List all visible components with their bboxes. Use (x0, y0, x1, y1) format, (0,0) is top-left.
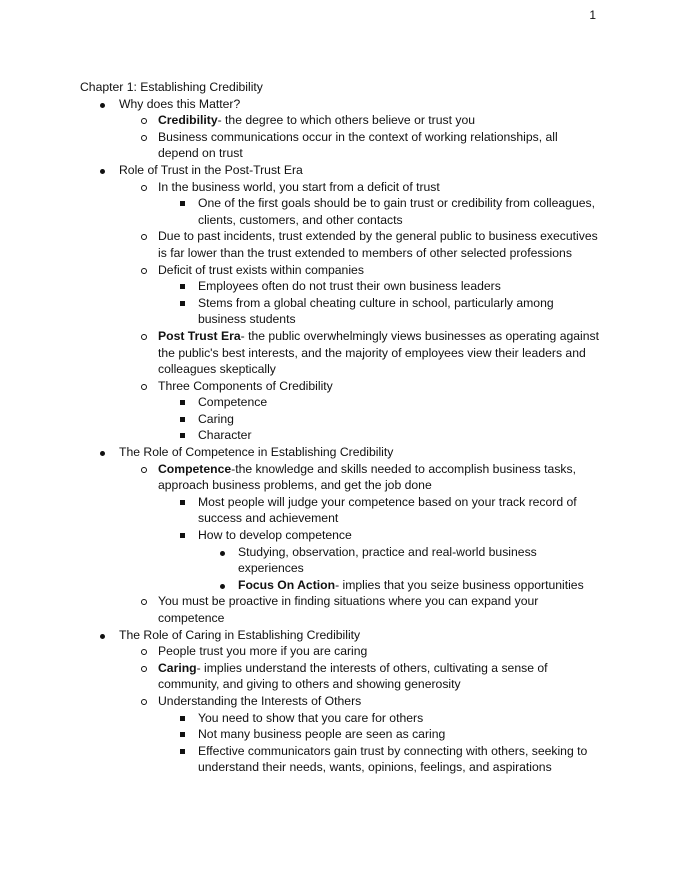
item-text: One of the first goals should be to gain trust or credibility from colleagues, clients, customers, and other contacts (198, 196, 595, 227)
disc-bullet-icon (100, 451, 105, 456)
outline-item-text (198, 395, 267, 409)
item-text: Not many business people are seen as caring (198, 727, 446, 742)
item-text: How to develop competence (198, 528, 352, 543)
sub-list (119, 643, 600, 776)
defined-term: Competence (158, 461, 232, 476)
disc-bullet-icon (100, 634, 105, 639)
section-item (80, 627, 600, 776)
item-text: Most people will judge your competence based on your track record of success and achievement (198, 494, 577, 526)
item-text: Effective communicators gain trust by connecting with others, seeking to understand their needs, wants, opinions, feelings, and aspirations (198, 743, 588, 775)
sub-list (158, 710, 600, 776)
list-item (119, 660, 600, 693)
item-text: Due to past incidents, trust extended by the general public to business executives is far lower than the trust extended to members of other selected professions (158, 229, 598, 260)
circle-bullet-icon (141, 135, 147, 141)
item-text: Understanding the Interests of Others (158, 693, 362, 708)
item-text: People trust you more if you are caring (158, 644, 368, 659)
defined-term: Focus On Action (238, 577, 336, 592)
outline-item-text (158, 229, 598, 260)
list-item (158, 527, 600, 593)
section-heading: Why does this Matter? (119, 96, 241, 111)
list-item (158, 394, 600, 411)
item-text: Studying, observation, practice and real-world business experiences (238, 544, 537, 576)
defined-term: Credibility (158, 113, 218, 128)
section-heading: The Role of Caring in Establishing Credibility (119, 627, 361, 642)
circle-bullet-icon (141, 185, 147, 191)
square-bullet-icon (180, 201, 185, 206)
outline-item-text (158, 644, 367, 658)
outline-item-text (198, 279, 501, 293)
outline-item-text (158, 180, 440, 194)
outline-item-text (158, 594, 538, 625)
list-item (158, 411, 600, 428)
sub-list (198, 544, 600, 594)
item-text: Character (198, 428, 252, 443)
sub-list (158, 494, 600, 594)
list-item (119, 129, 600, 162)
square-bullet-icon (180, 533, 185, 538)
list-item (158, 726, 600, 743)
section-item (80, 96, 600, 162)
item-text: - the public overwhelmingly views businesses as operating against the public's best interests, and the majority of employees view their leaders and colleagues skeptically (158, 328, 600, 377)
square-bullet-icon (180, 732, 185, 737)
sub-list (119, 112, 600, 162)
outline-item-text (198, 412, 234, 426)
item-text: Three Components of Credibility (158, 378, 333, 393)
square-bullet-icon (180, 716, 185, 721)
list-item (198, 577, 600, 594)
list-item (119, 179, 600, 229)
item-text: Business communications occur in the context of working relationships, all depend on trust (158, 129, 558, 161)
item-text: Deficit of trust exists within companies (158, 262, 364, 277)
item-text: - implies that you seize business opportunities (335, 577, 584, 592)
outline-item-text (158, 379, 333, 393)
outline-item-text (238, 545, 537, 576)
list-item (158, 710, 600, 727)
outline-item-text (198, 428, 252, 442)
square-bullet-icon (180, 301, 185, 306)
list-item (119, 262, 600, 328)
list-item (119, 378, 600, 444)
circle-bullet-icon (141, 334, 147, 340)
item-text: Competence (198, 395, 268, 410)
item-text: You need to show that you care for others (198, 710, 424, 725)
defined-term: Caring (158, 660, 197, 675)
outline-item-text (198, 711, 423, 725)
outline-item-text (198, 196, 595, 227)
item-text: You must be proactive in finding situations where you can expand your competence (158, 594, 539, 625)
chapter-title: Chapter 1: Establishing Credibility (80, 80, 263, 94)
list-item (198, 544, 600, 577)
defined-term: Post Trust Era (158, 328, 241, 343)
list-item (119, 328, 600, 378)
disc-bullet-icon (220, 551, 225, 556)
sub-list (158, 278, 600, 328)
item-text: Employees often do not trust their own business leaders (198, 279, 501, 294)
list-item (158, 295, 600, 328)
item-text: Stems from a global cheating culture in school, particularly among business students (198, 295, 554, 327)
outline-item-text (198, 744, 587, 775)
list-item (119, 461, 600, 594)
list-item (119, 643, 600, 660)
sub-list (119, 179, 600, 445)
list-item (119, 112, 600, 129)
item-text: - implies understand the interests of others, cultivating a sense of community, and giving to others and showing generosity (158, 660, 548, 692)
section-heading: The Role of Competence in Establishing Credibility (119, 445, 394, 460)
square-bullet-icon (180, 749, 185, 754)
outline-item-text (158, 462, 576, 493)
circle-bullet-icon (141, 649, 147, 655)
square-bullet-icon (180, 433, 185, 438)
item-text: -the knowledge and skills needed to accomplish business tasks, approach business problems, and get the job done (158, 461, 576, 493)
page-number: 1 (589, 8, 596, 22)
disc-bullet-icon (220, 584, 225, 589)
outline-item-text (158, 661, 548, 692)
circle-bullet-icon (141, 118, 147, 124)
circle-bullet-icon (141, 599, 147, 605)
square-bullet-icon (180, 417, 185, 422)
outline-item-text (158, 263, 364, 277)
list-item (158, 195, 600, 228)
document-body (80, 79, 600, 776)
section-item (80, 162, 600, 444)
item-text: Caring (198, 411, 234, 426)
circle-bullet-icon (141, 234, 147, 240)
circle-bullet-icon (141, 467, 147, 473)
disc-bullet-icon (100, 103, 105, 108)
circle-bullet-icon (141, 268, 147, 274)
list-item (158, 278, 600, 295)
outline-item-text (198, 495, 577, 526)
list-item (119, 593, 600, 626)
list-item (119, 228, 600, 261)
outline-item-text (158, 329, 599, 376)
outline-item-text (198, 528, 352, 542)
square-bullet-icon (180, 400, 185, 405)
sub-list (158, 394, 600, 444)
sub-list (158, 195, 600, 228)
square-bullet-icon (180, 284, 185, 289)
outline-item-text (158, 113, 475, 127)
square-bullet-icon (180, 500, 185, 505)
outline-item-text (158, 694, 361, 708)
circle-bullet-icon (141, 666, 147, 672)
list-item (158, 427, 600, 444)
section-item (80, 444, 600, 627)
outline-item-text (198, 727, 445, 741)
item-text: - the degree to which others believe or trust you (217, 113, 476, 128)
circle-bullet-icon (141, 384, 147, 390)
disc-bullet-icon (100, 169, 105, 174)
item-text: In the business world, you start from a deficit of trust (158, 179, 440, 194)
outline-item-text (198, 296, 554, 327)
section-heading: Role of Trust in the Post-Trust Era (119, 162, 303, 177)
list-item (119, 693, 600, 776)
list-item (158, 743, 600, 776)
outline-item-text (238, 578, 584, 592)
outline-item-text (158, 130, 558, 161)
outline (80, 96, 600, 776)
list-item (158, 494, 600, 527)
sub-list (119, 461, 600, 627)
circle-bullet-icon (141, 699, 147, 705)
